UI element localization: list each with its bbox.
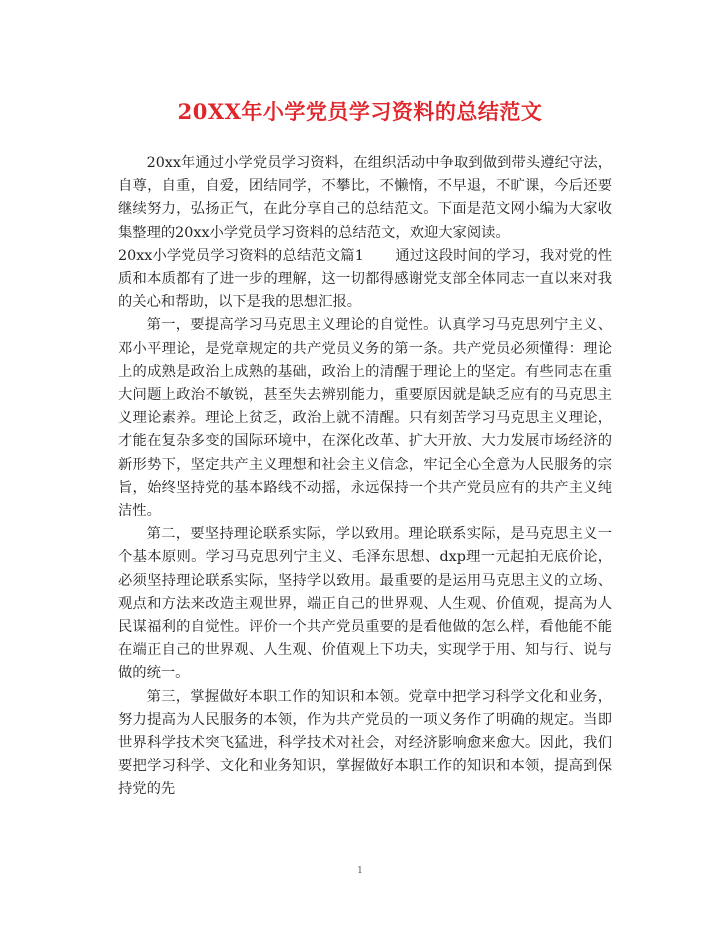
document-body [118, 152, 612, 802]
section-lead: 通过这段时间的学习，我对党的性质和本质都有了进一步的理解，这一切都得感谢党支部全体同志一直以来对我的关心和帮助，以下是我的思想汇报。 [118, 247, 612, 311]
body-paragraph-3: 第三，掌握做好本职工作的知识和本领。党章中把学习科学文化和业务，努力提高为人民服务的本领，作为共产党员的一项义务作了明确的规定。当即世界科学技术突飞猛进，科学技术对社会，对经济影响愈来愈大。因此，我们要把学习科学、文化和业务知识，掌握做好本职工作的知识和本领，提高到保持党的先 [118, 688, 612, 798]
body-paragraph-2: 第二，要坚持理论联系实际，学以致用。理论联系实际，是马克思主义一个基本原则。学习马克思列宁主义、毛泽东思想、dxp理一元起拍无底价论，必须坚持理论联系实际，坚持学以致用。最重要的是运用马克思主义的立场、观点和方法来改造主观世界，端正自己的世界观、人生观、价值观，提高为人民谋福利的自觉性。评价一个共产党员重要的是看他做的怎么样，看他能不能在端正自己的世界观、人生观、价值观上下功夫，实现学于用、知与行、说与做的统一。 [118, 526, 612, 682]
section-heading: 20xx小学党员学习资料的总结范文篇1 [118, 247, 364, 264]
intro-paragraph: 20xx年通过小学党员学习资料，在组织活动中争取到做到带头遵纪守法，自尊，自重，自爱，团结同学，不攀比，不懒惰，不早退，不旷课，今后还要继续努力，弘扬正气，在此分享自己的总结范文。下面是范文网小编为大家收集整理的20xx小学党员学习资料的总结范文，欢迎大家阅读。 [118, 155, 612, 241]
page-number: 1 [357, 866, 363, 876]
body-paragraph-1: 第一，要提高学习马克思主义理论的自觉性。认真学习马克思列宁主义、邓小平理论，是党章规定的共产党员义务的第一条。共产党员必须懂得：理论上的成熟是政治上成熟的基础，政治上的清醒于理论上的坚定。有些同志在重大问题上政治不敏锐，甚至失去辨别能力，重要原因就是缺乏应有的马克思主义理论素养。理论上贫乏，政治上就不清醒。只有刻苦学习马克思主义理论，才能在复杂多变的国际环境中，在深化改革、扩大开放、大力发展市场经济的新形势下，坚定共产主义理想和社会主义信念，牢记全心全意为人民服务的宗旨，始终坚持党的基本路线不动摇，永远保持一个共产党员应有的共产主义纯洁性。 [118, 317, 612, 520]
document-title: 20XX年小学党员学习资料的总结范文 [177, 99, 543, 124]
section-paragraph [118, 245, 612, 315]
